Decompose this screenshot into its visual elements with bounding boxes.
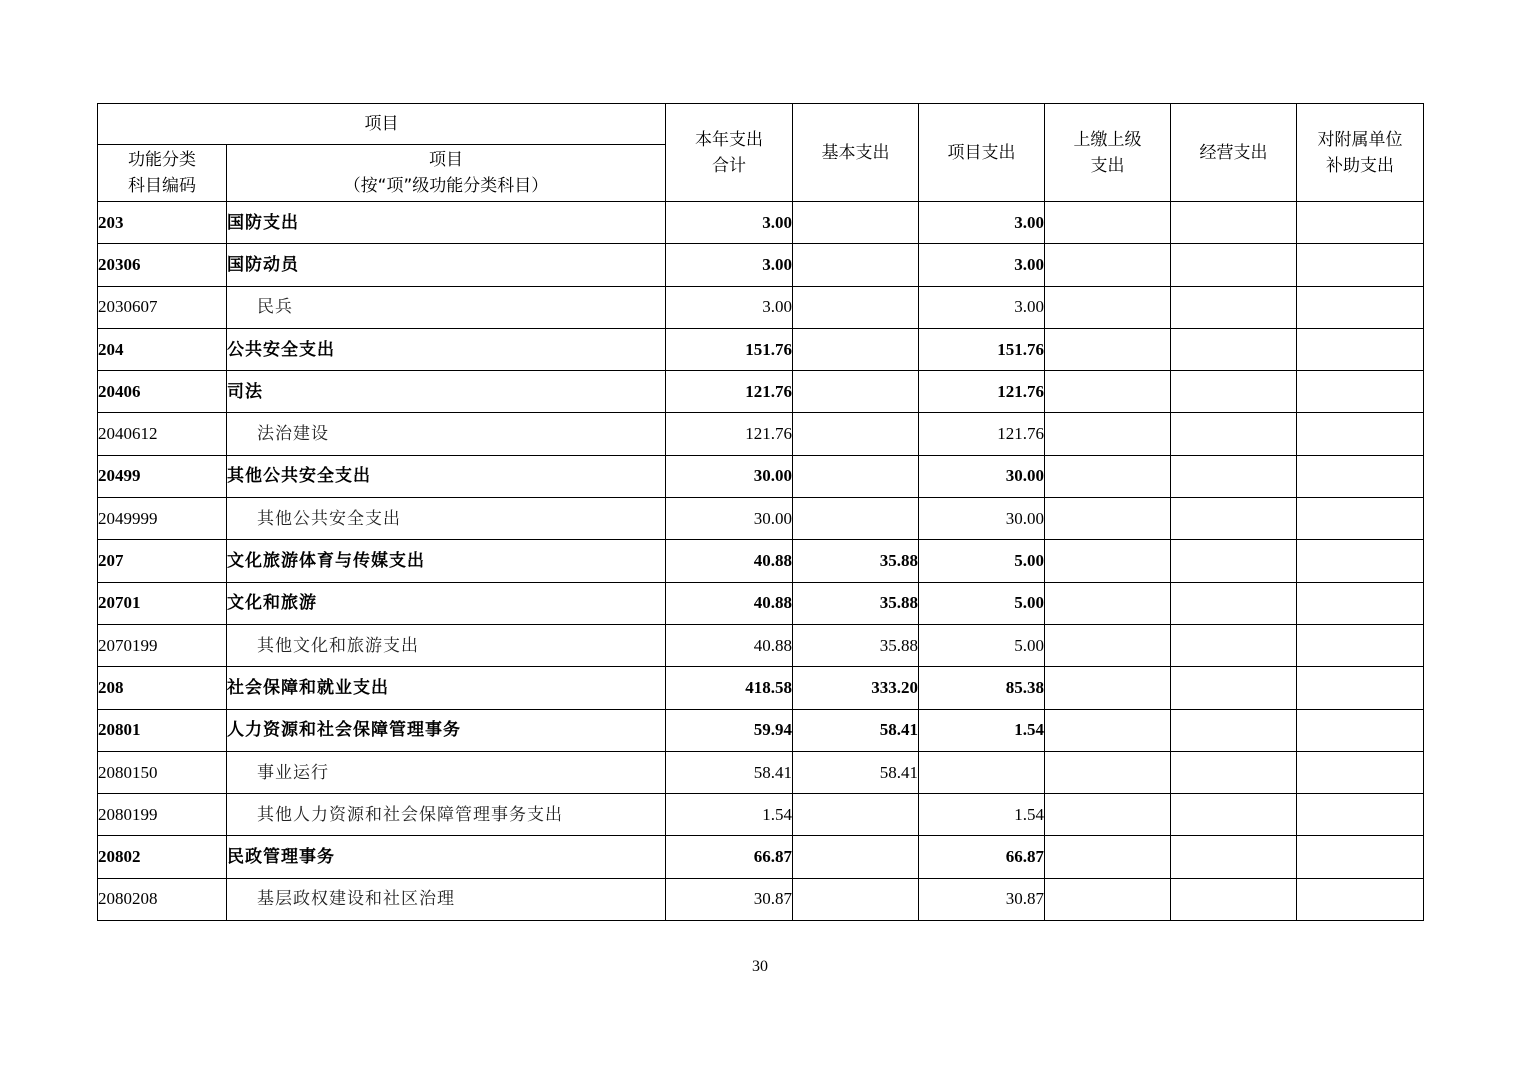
subsidy-cell — [1297, 286, 1424, 328]
project-cell: 151.76 — [919, 328, 1045, 370]
table-row — [98, 540, 1424, 582]
header-subsidy: 对附属单位 补助支出 — [1297, 104, 1424, 202]
code-cell: 20306 — [98, 244, 227, 286]
name-cell: 人力资源和社会保障管理事务 — [227, 709, 666, 751]
code-cell: 2040612 — [98, 413, 227, 455]
project-cell: 30.00 — [919, 498, 1045, 540]
upper-cell — [1045, 498, 1171, 540]
code-cell: 208 — [98, 667, 227, 709]
total-cell: 1.54 — [666, 794, 793, 836]
business-cell — [1171, 371, 1297, 413]
table-row — [98, 582, 1424, 624]
table-row — [98, 878, 1424, 920]
name-cell: 法治建设 — [227, 413, 666, 455]
business-cell — [1171, 413, 1297, 455]
header-project: 项目支出 — [919, 104, 1045, 202]
code-cell: 2070199 — [98, 624, 227, 666]
business-cell — [1171, 794, 1297, 836]
expenditure-table — [97, 103, 1424, 921]
basic-cell — [793, 498, 919, 540]
total-cell: 121.76 — [666, 371, 793, 413]
subsidy-cell — [1297, 878, 1424, 920]
business-cell — [1171, 709, 1297, 751]
header-business: 经营支出 — [1171, 104, 1297, 202]
upper-cell — [1045, 709, 1171, 751]
table-body — [98, 202, 1424, 921]
subsidy-cell — [1297, 371, 1424, 413]
subsidy-cell — [1297, 328, 1424, 370]
basic-cell: 35.88 — [793, 540, 919, 582]
basic-cell: 35.88 — [793, 624, 919, 666]
business-cell — [1171, 540, 1297, 582]
basic-cell — [793, 328, 919, 370]
basic-cell — [793, 413, 919, 455]
basic-cell — [793, 836, 919, 878]
business-cell — [1171, 836, 1297, 878]
name-cell: 公共安全支出 — [227, 328, 666, 370]
business-cell — [1171, 328, 1297, 370]
basic-cell — [793, 794, 919, 836]
subsidy-cell — [1297, 244, 1424, 286]
project-cell: 1.54 — [919, 709, 1045, 751]
upper-cell — [1045, 371, 1171, 413]
code-cell: 20802 — [98, 836, 227, 878]
total-cell: 30.00 — [666, 498, 793, 540]
upper-cell — [1045, 751, 1171, 793]
code-cell: 2049999 — [98, 498, 227, 540]
total-cell: 40.88 — [666, 582, 793, 624]
business-cell — [1171, 667, 1297, 709]
upper-cell — [1045, 794, 1171, 836]
name-cell: 事业运行 — [227, 751, 666, 793]
name-cell: 民兵 — [227, 286, 666, 328]
name-cell: 社会保障和就业支出 — [227, 667, 666, 709]
code-cell: 2080199 — [98, 794, 227, 836]
code-cell: 2030607 — [98, 286, 227, 328]
project-cell: 5.00 — [919, 624, 1045, 666]
table-row — [98, 667, 1424, 709]
code-cell: 204 — [98, 328, 227, 370]
basic-cell — [793, 244, 919, 286]
name-cell: 其他文化和旅游支出 — [227, 624, 666, 666]
upper-cell — [1045, 624, 1171, 666]
total-cell: 40.88 — [666, 624, 793, 666]
project-cell: 121.76 — [919, 371, 1045, 413]
project-cell: 30.00 — [919, 455, 1045, 497]
subsidy-cell — [1297, 582, 1424, 624]
project-cell: 85.38 — [919, 667, 1045, 709]
project-cell: 1.54 — [919, 794, 1045, 836]
subsidy-cell — [1297, 667, 1424, 709]
header-project-group: 项目 — [98, 104, 666, 145]
page-number: 30 — [752, 958, 768, 975]
project-cell: 121.76 — [919, 413, 1045, 455]
business-cell — [1171, 878, 1297, 920]
project-cell: 5.00 — [919, 540, 1045, 582]
project-cell: 3.00 — [919, 202, 1045, 244]
code-cell: 20406 — [98, 371, 227, 413]
upper-cell — [1045, 667, 1171, 709]
subsidy-cell — [1297, 624, 1424, 666]
total-cell: 59.94 — [666, 709, 793, 751]
total-cell: 30.87 — [666, 878, 793, 920]
subsidy-cell — [1297, 540, 1424, 582]
basic-cell: 333.20 — [793, 667, 919, 709]
subsidy-cell — [1297, 413, 1424, 455]
upper-cell — [1045, 836, 1171, 878]
table-row — [98, 371, 1424, 413]
table-row — [98, 498, 1424, 540]
table-row — [98, 836, 1424, 878]
upper-cell — [1045, 286, 1171, 328]
total-cell: 151.76 — [666, 328, 793, 370]
project-cell: 3.00 — [919, 244, 1045, 286]
total-cell: 30.00 — [666, 455, 793, 497]
name-cell: 基层政权建设和社区治理 — [227, 878, 666, 920]
basic-cell — [793, 371, 919, 413]
basic-cell — [793, 878, 919, 920]
basic-cell: 58.41 — [793, 751, 919, 793]
project-cell: 30.87 — [919, 878, 1045, 920]
code-cell: 207 — [98, 540, 227, 582]
code-cell: 20499 — [98, 455, 227, 497]
name-cell: 文化旅游体育与传媒支出 — [227, 540, 666, 582]
total-cell: 58.41 — [666, 751, 793, 793]
basic-cell: 35.88 — [793, 582, 919, 624]
header-code: 功能分类 科目编码 — [98, 145, 227, 202]
total-cell: 121.76 — [666, 413, 793, 455]
project-cell — [919, 751, 1045, 793]
upper-cell — [1045, 202, 1171, 244]
total-cell: 3.00 — [666, 244, 793, 286]
total-cell: 418.58 — [666, 667, 793, 709]
code-cell: 203 — [98, 202, 227, 244]
code-cell: 2080208 — [98, 878, 227, 920]
subsidy-cell — [1297, 709, 1424, 751]
business-cell — [1171, 624, 1297, 666]
code-cell: 20701 — [98, 582, 227, 624]
business-cell — [1171, 582, 1297, 624]
table-row — [98, 794, 1424, 836]
total-cell: 3.00 — [666, 286, 793, 328]
table-row — [98, 455, 1424, 497]
upper-cell — [1045, 540, 1171, 582]
header-basic: 基本支出 — [793, 104, 919, 202]
header-total: 本年支出 合计 — [666, 104, 793, 202]
upper-cell — [1045, 878, 1171, 920]
code-cell: 2080150 — [98, 751, 227, 793]
name-cell: 民政管理事务 — [227, 836, 666, 878]
subsidy-cell — [1297, 751, 1424, 793]
total-cell: 40.88 — [666, 540, 793, 582]
subsidy-cell — [1297, 836, 1424, 878]
business-cell — [1171, 286, 1297, 328]
basic-cell — [793, 202, 919, 244]
basic-cell — [793, 286, 919, 328]
business-cell — [1171, 455, 1297, 497]
name-cell: 其他公共安全支出 — [227, 455, 666, 497]
subsidy-cell — [1297, 498, 1424, 540]
total-cell: 3.00 — [666, 202, 793, 244]
header-upper: 上缴上级 支出 — [1045, 104, 1171, 202]
business-cell — [1171, 498, 1297, 540]
basic-cell: 58.41 — [793, 709, 919, 751]
name-cell: 国防支出 — [227, 202, 666, 244]
table-row — [98, 624, 1424, 666]
upper-cell — [1045, 582, 1171, 624]
business-cell — [1171, 751, 1297, 793]
header-name: 项目 （按“项”级功能分类科目） — [227, 145, 666, 202]
table-row — [98, 244, 1424, 286]
name-cell: 其他人力资源和社会保障管理事务支出 — [227, 794, 666, 836]
upper-cell — [1045, 244, 1171, 286]
subsidy-cell — [1297, 794, 1424, 836]
header-row-top — [98, 104, 1424, 145]
table-row — [98, 413, 1424, 455]
table-row — [98, 709, 1424, 751]
project-cell: 66.87 — [919, 836, 1045, 878]
table-row — [98, 286, 1424, 328]
code-cell: 20801 — [98, 709, 227, 751]
business-cell — [1171, 244, 1297, 286]
table-row — [98, 202, 1424, 244]
basic-cell — [793, 455, 919, 497]
total-cell: 66.87 — [666, 836, 793, 878]
upper-cell — [1045, 328, 1171, 370]
name-cell: 文化和旅游 — [227, 582, 666, 624]
name-cell: 其他公共安全支出 — [227, 498, 666, 540]
project-cell: 5.00 — [919, 582, 1045, 624]
name-cell: 司法 — [227, 371, 666, 413]
name-cell: 国防动员 — [227, 244, 666, 286]
upper-cell — [1045, 413, 1171, 455]
table-row — [98, 328, 1424, 370]
subsidy-cell — [1297, 202, 1424, 244]
business-cell — [1171, 202, 1297, 244]
project-cell: 3.00 — [919, 286, 1045, 328]
table-row — [98, 751, 1424, 793]
subsidy-cell — [1297, 455, 1424, 497]
upper-cell — [1045, 455, 1171, 497]
